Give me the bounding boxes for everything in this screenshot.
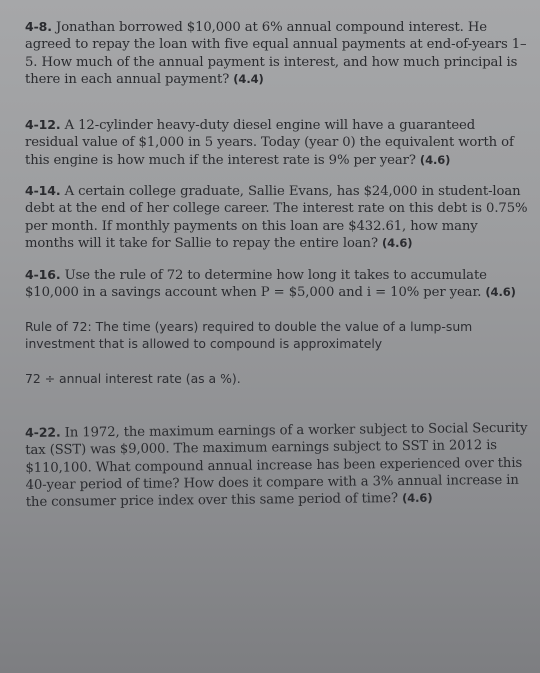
problem-4-16 — [25, 266, 530, 302]
problem-number: 4-14. — [25, 183, 61, 198]
problem-4-8 — [25, 18, 530, 88]
problem-text: A 12-cylinder heavy-duty diesel engine will have a guaranteed residual value of $1,000 in 5 years. Today (year 0) the equivalent worth of this engine is how much if the interest rate is 9% per year? — [25, 118, 514, 168]
problem-text: A certain college graduate, Sallie Evans, has $24,000 in student-loan debt at the end of her college career. The interest rate on this debt is 0.75% per month. If monthly payments on this loan are $432.61, how many months will it take for Sallie to repay the entire loan? — [25, 184, 528, 251]
problem-text: Use the rule of 72 to determine how long it takes to accumulate $10,000 in a savings account when P = $5,000 and i = 10% per year. — [25, 268, 487, 301]
rule-of-72-formula: 72 ÷ annual interest rate (as a %). — [25, 371, 241, 386]
problem-number: 4-16. — [25, 267, 61, 282]
section-reference: (4.6) — [419, 152, 451, 167]
problem-4-12 — [25, 116, 530, 169]
problem-text: In 1972, the maximum earnings of a worker subject to Social Security tax (SST) was $9,000. The maximum earnings subject to SST in 2012 is $110,100. What compound annual increase has been experienced over this 40-year period of time? How does it compare with a 3% annual increase in the consumer price index over this same period of time? — [25, 420, 528, 511]
section-reference: (4.6) — [382, 235, 413, 250]
problem-text: Jonathan borrowed $10,000 at 6% annual compound interest. He agreed to repay the loan with five equal annual payments at end-of-years 1–5. How much of the annual payment is interest, and how much principal is there in each annual payment? — [25, 20, 527, 87]
problem-number: 4-22. — [25, 424, 61, 440]
problem-number: 4-8. — [25, 19, 52, 34]
section-reference: (4.4) — [233, 71, 264, 86]
problem-number: 4-12. — [25, 117, 61, 132]
section-reference: (4.6) — [485, 285, 516, 300]
problem-4-14 — [25, 182, 530, 252]
rule-of-72-definition: Rule of 72: The time (years) required to double the value of a lump-sum investment that is allowed to compound is approximately — [25, 319, 473, 351]
problem-4-22 — [25, 419, 531, 512]
section-reference: (4.6) — [401, 490, 433, 506]
